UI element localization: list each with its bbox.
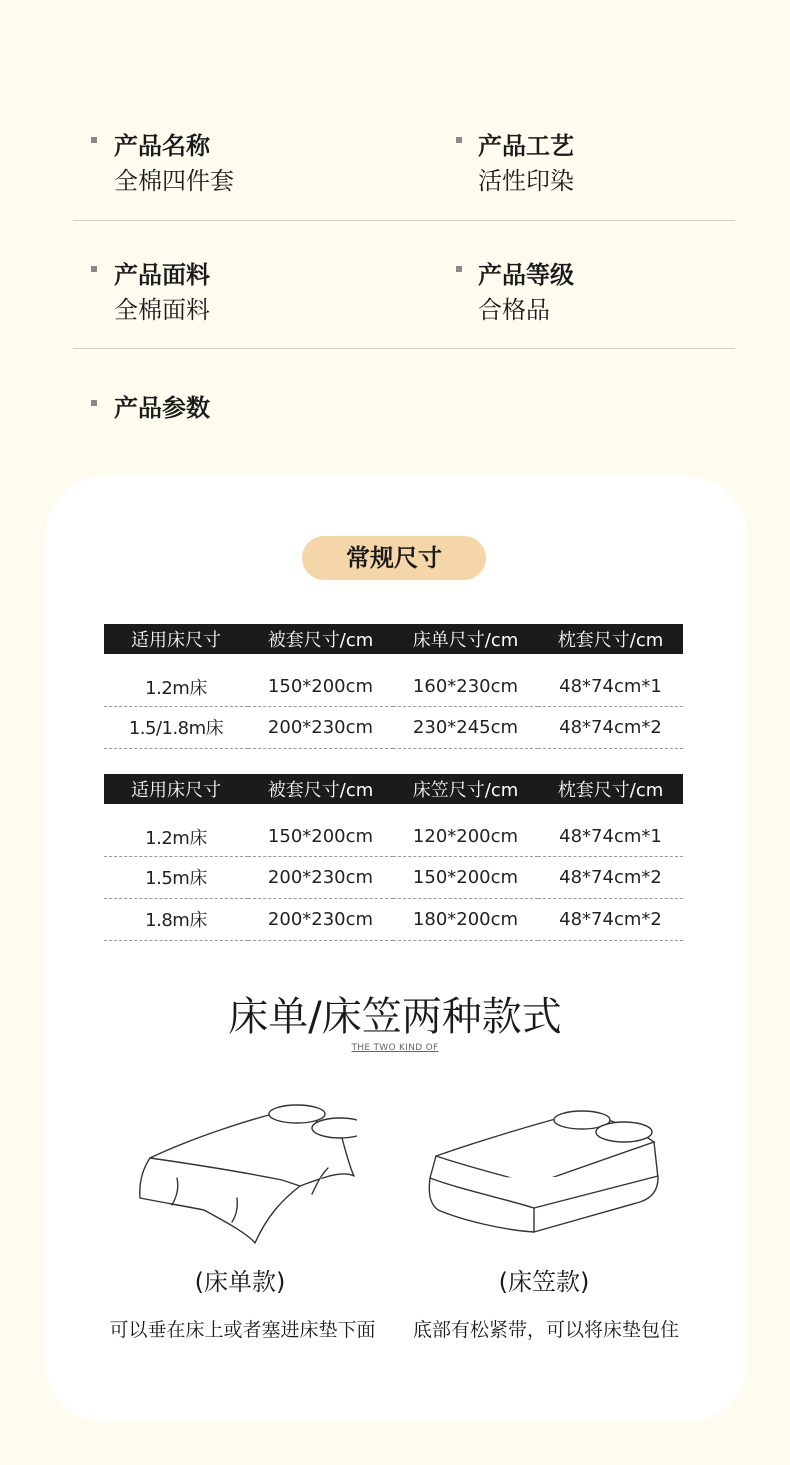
table-cell: 1.8m床 [104, 898, 248, 940]
table-cell: 150*200cm [393, 856, 538, 898]
table-header-cell: 适用床尺寸 [104, 624, 248, 654]
table-cell: 150*200cm [248, 654, 393, 706]
table-cell: 1.5m床 [104, 856, 248, 898]
table-cell: 48*74cm*2 [538, 856, 683, 898]
table-cell: 200*230cm [248, 706, 393, 748]
fitted-sheet-label: (床笠款) [498, 1268, 590, 1296]
divider [73, 348, 735, 349]
fitted-sheet-bed-illustration [422, 1098, 662, 1238]
bullet-icon [91, 137, 97, 143]
info-label: 产品等级 [478, 261, 574, 289]
fitted-sheet-desc: 底部有松紧带，可以将床垫包住 [412, 1319, 679, 1341]
info-value: 合格品 [478, 296, 550, 324]
table-row [104, 654, 683, 706]
table-cell: 48*74cm*2 [538, 898, 683, 940]
table-header-cell: 枕套尺寸/cm [538, 774, 683, 804]
table-cell: 120*200cm [393, 804, 538, 856]
table-cell: 180*200cm [393, 898, 538, 940]
bullet-icon [91, 266, 97, 272]
table-cell: 230*245cm [393, 706, 538, 748]
table-header-row [104, 774, 683, 804]
styles-title: 床单/床笠两种款式 [228, 994, 562, 1040]
table-cell: 1.2m床 [104, 804, 248, 856]
bullet-icon [456, 266, 462, 272]
info-label: 产品工艺 [478, 132, 574, 160]
table-header-cell: 枕套尺寸/cm [538, 624, 683, 654]
table-cell: 200*230cm [248, 856, 393, 898]
table-cell: 48*74cm*1 [538, 804, 683, 856]
table-header-cell: 床笠尺寸/cm [393, 774, 538, 804]
info-label: 产品参数 [114, 394, 210, 422]
table-row [104, 706, 683, 748]
table-cell: 48*74cm*1 [538, 654, 683, 706]
size-badge: 常规尺寸 [302, 536, 486, 580]
table-header-cell: 床单尺寸/cm [393, 624, 538, 654]
flat-sheet-desc: 可以垂在床上或者塞进床垫下面 [109, 1319, 376, 1341]
table-row [104, 898, 683, 940]
bullet-icon [456, 137, 462, 143]
info-value: 全棉四件套 [114, 167, 234, 195]
info-value: 活性印染 [478, 167, 574, 195]
flat-sheet-bed-illustration [132, 1098, 357, 1253]
table-cell: 1.5/1.8m床 [104, 706, 248, 748]
table-header-row [104, 624, 683, 654]
table-header-cell: 适用床尺寸 [104, 774, 248, 804]
table-cell: 160*230cm [393, 654, 538, 706]
table-header-cell: 被套尺寸/cm [248, 774, 393, 804]
info-label: 产品面料 [114, 261, 210, 289]
info-value: 全棉面料 [114, 296, 210, 324]
size-table-sheet [104, 624, 683, 749]
table-row [104, 856, 683, 898]
divider [73, 220, 735, 221]
size-table-fitted [104, 774, 683, 941]
table-cell: 150*200cm [248, 804, 393, 856]
styles-subtitle: THE TWO KIND OF [351, 1043, 439, 1053]
bullet-icon [91, 400, 97, 406]
info-label: 产品名称 [114, 132, 210, 160]
table-header-cell: 被套尺寸/cm [248, 624, 393, 654]
table-row [104, 804, 683, 856]
table-cell: 200*230cm [248, 898, 393, 940]
flat-sheet-label: (床单款) [194, 1268, 286, 1296]
table-cell: 48*74cm*2 [538, 706, 683, 748]
table-cell: 1.2m床 [104, 654, 248, 706]
